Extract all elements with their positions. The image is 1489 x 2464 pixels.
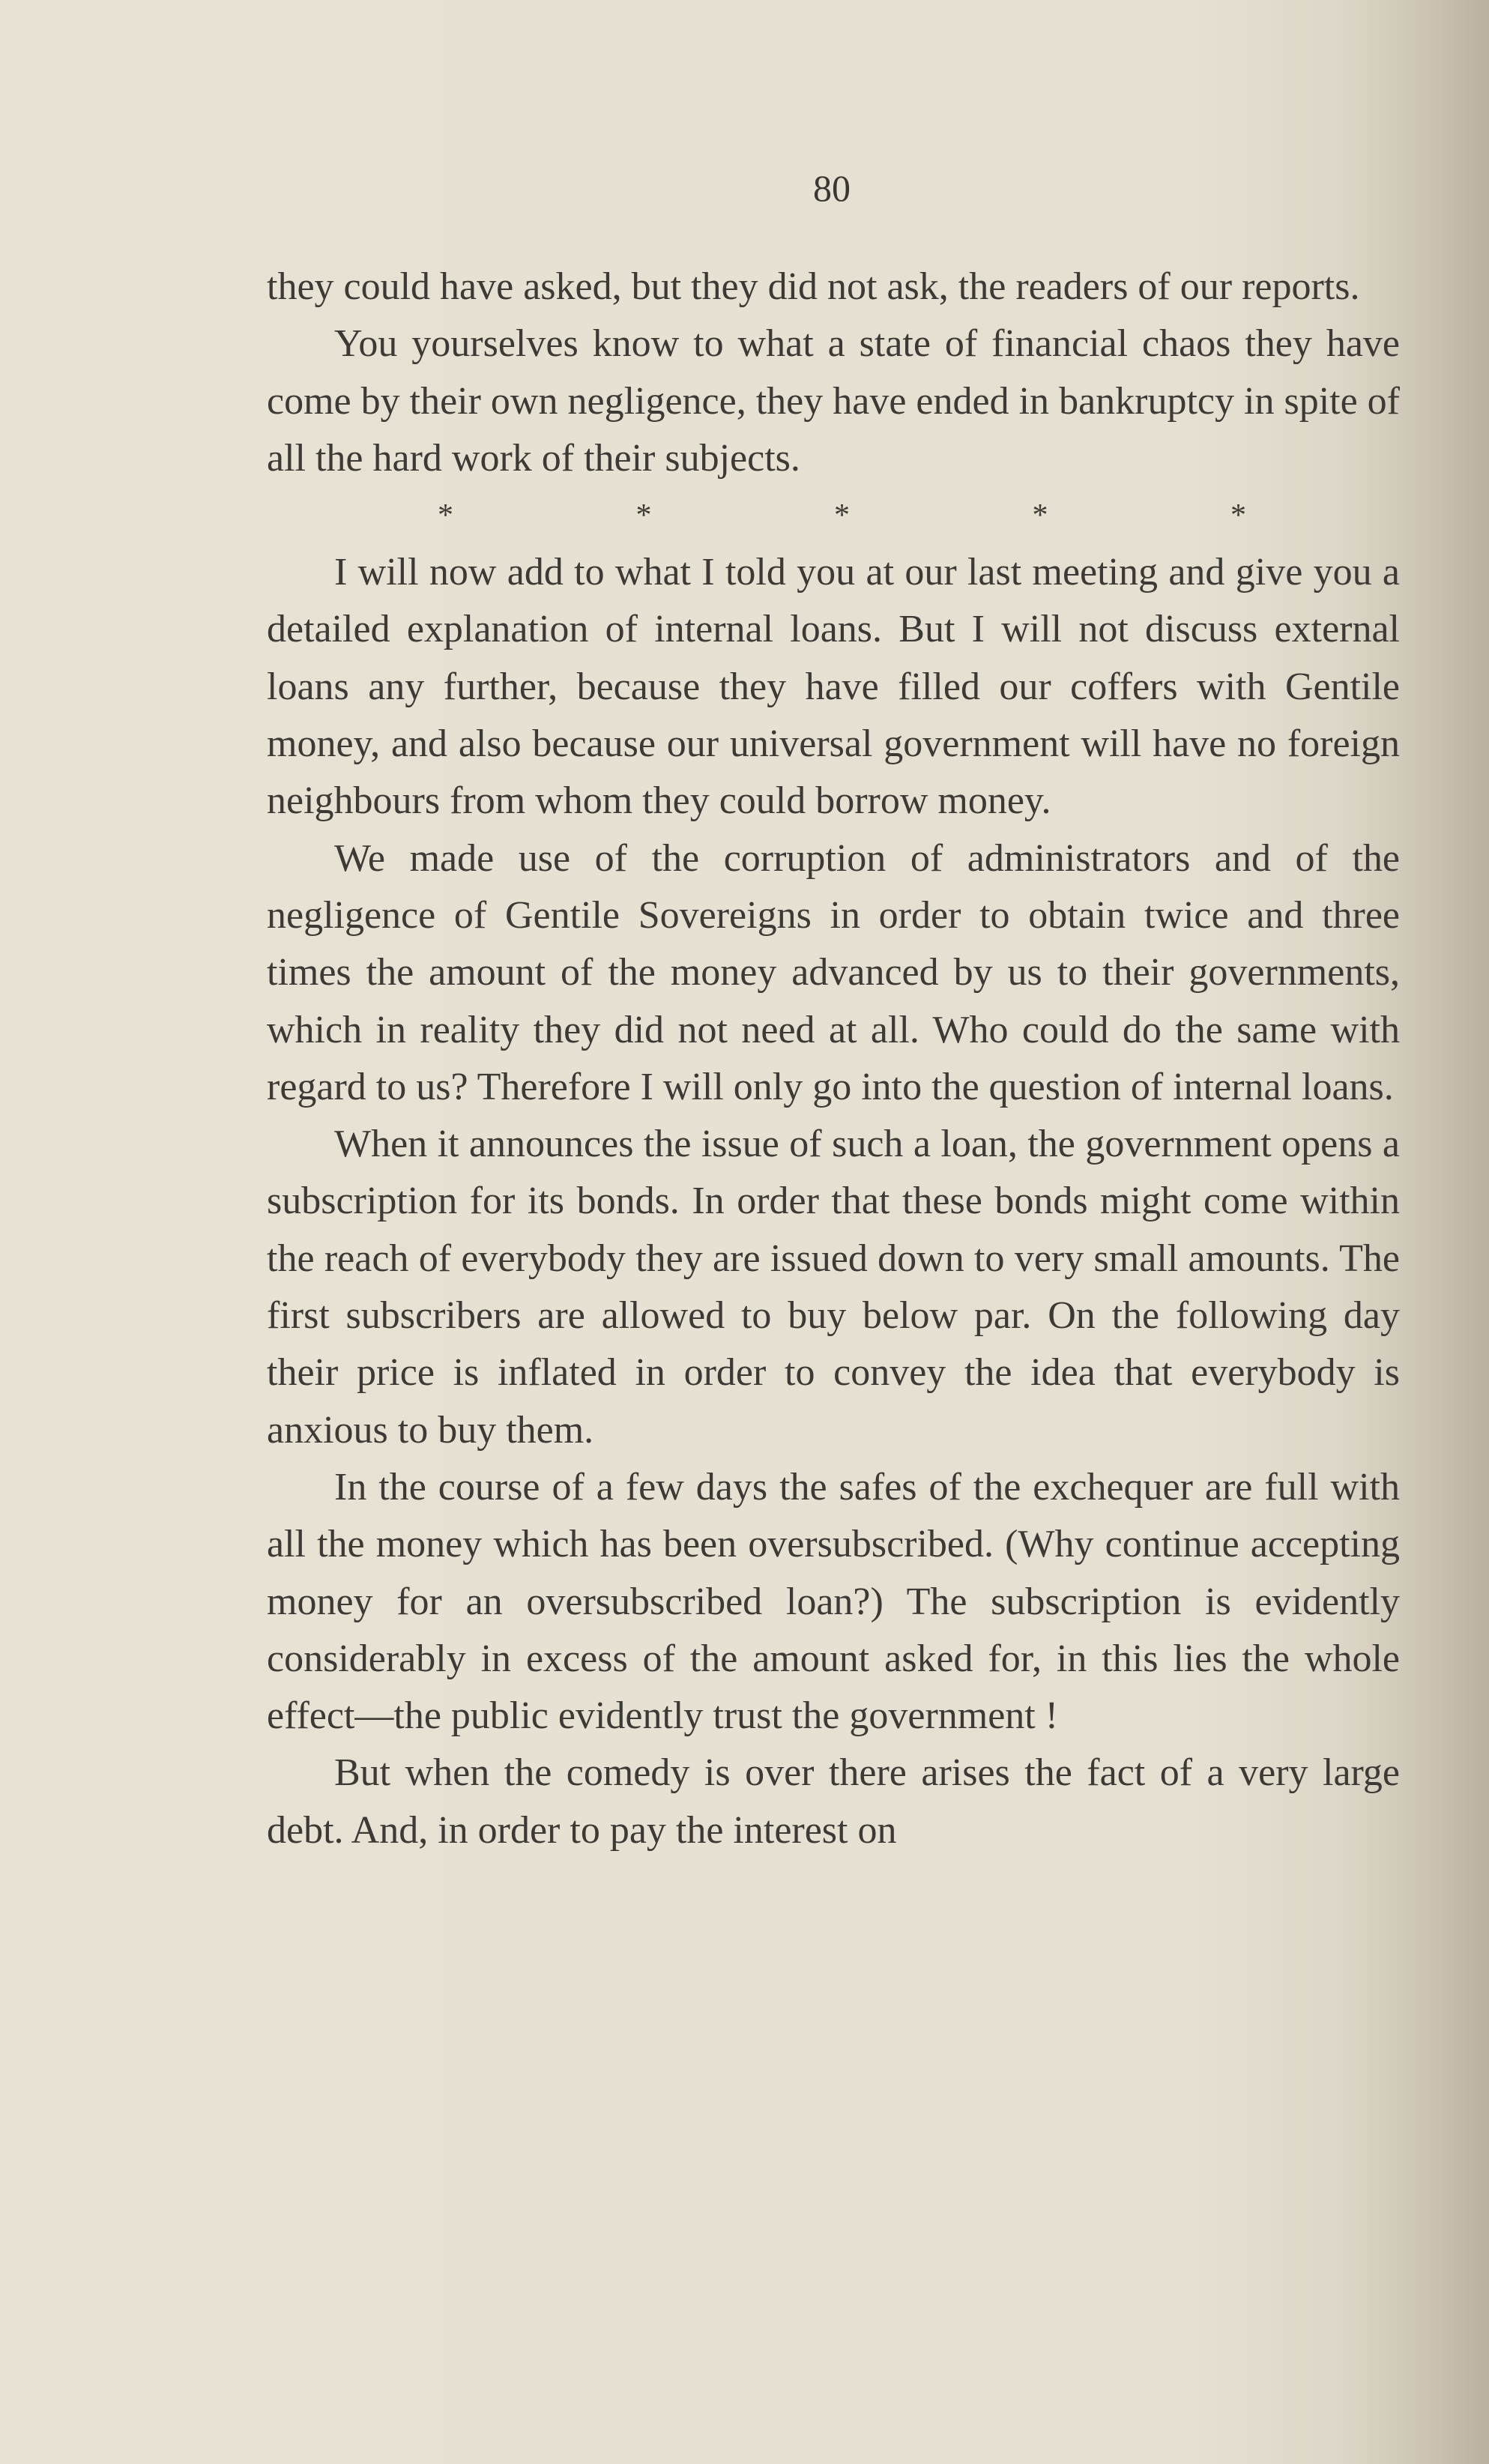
paragraph: they could have asked, but they did not ask, the readers of our reports.: [267, 265, 1360, 308]
asterisk: *: [834, 498, 850, 534]
asterisk: *: [1032, 498, 1048, 534]
paragraph: But when the comedy is over there arises the fact of a very large debt. And, in order to pay the interest on: [267, 1751, 1400, 1852]
asterisk: *: [438, 498, 453, 534]
section-break: [267, 487, 1400, 544]
paragraph: When it announces the issue of such a loan, the government opens a subscription for its bonds. In order that these bonds might come within the reach of everybody they are issued down to very small amounts. The first subscribers are allowed to buy below par. On the following day their price is inflated in order to convey the idea that everybody is anxious to buy them.: [267, 1123, 1400, 1452]
paragraph: In the course of a few days the safes of the exchequer are full with all the money which has been oversubscribed. (Why continue accepting money for an oversubscribed loan?) The subscription is evidently considerably in excess of the amount asked for, in this lies the whole effect—the public evidently trust the government !: [267, 1465, 1400, 1738]
paragraph: You yourselves know to what a state of financial chaos they have come by their own negligence, they have ended in bankruptcy in spite of all the hard work of their subjects.: [267, 322, 1400, 480]
asterisk: *: [1230, 498, 1246, 534]
page-number: 80: [813, 167, 851, 209]
asterisk: *: [635, 498, 652, 534]
paragraph: We made use of the corruption of administrators and of the negligence of Gentile Sovereigns in order to obtain twice and three times the amount of the money advanced by us to their governments, which in reality they did not need at all. Who could do the same with regard to us? Therefore I will only go into the question of internal loans.: [267, 836, 1400, 1108]
paragraph: I will now add to what I told you at our last meeting and give you a detailed explanation of internal loans. But I will not discuss external loans any further, because they have filled our coffers with Gentile money, and also because our universal government will have no foreign neighbours from whom they could borrow money.: [267, 551, 1400, 823]
body-text: [267, 259, 1400, 1859]
